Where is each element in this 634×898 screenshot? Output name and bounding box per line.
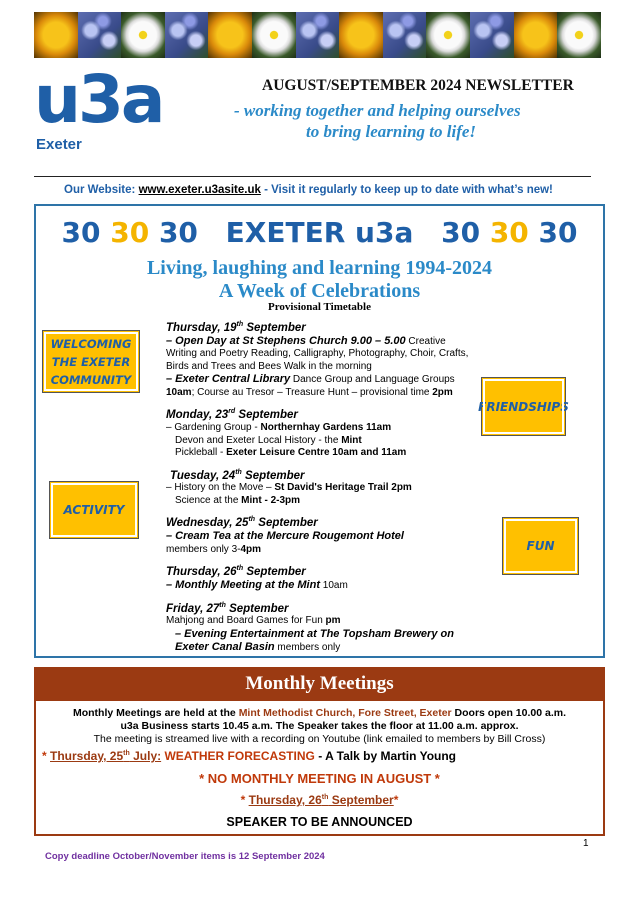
july-meeting-date: Thursday, 25th July:: [50, 749, 162, 763]
event-treasure-hunt: ; Course au Tresor – Treasure Hunt – provisional time: [191, 386, 433, 398]
day-heading: Thursday, 19: [166, 321, 237, 334]
event-cream-tea-time: 4pm: [240, 543, 262, 555]
event-heritage-trail: St David's Heritage Trail 2pm: [274, 482, 412, 494]
day-heading: Thursday, 26: [166, 566, 237, 579]
thirty-3: 30: [158, 216, 198, 249]
blue-flower-image: [383, 12, 427, 58]
tagline-line-2: to bring learning to life!: [306, 122, 477, 141]
logo-wordmark: u3a: [34, 61, 163, 138]
copy-deadline: Copy deadline October/November items is 12 September 2024: [45, 851, 325, 862]
speaker-tba: SPEAKER TO BE ANNOUNCED: [226, 815, 413, 829]
event-local-history: Devon and Exeter Local History - the: [175, 434, 342, 446]
friendships-box: [478, 377, 569, 436]
event-mahjong-time: pm: [325, 615, 341, 627]
yellow-flower-image: [208, 12, 252, 58]
day-sup: rd: [228, 408, 236, 416]
event-treasure-hunt-time: 2pm: [432, 386, 453, 398]
white-flower-image: [252, 12, 296, 58]
activity-label: ACTIVITY: [63, 503, 125, 517]
welcoming-box: [42, 330, 140, 393]
welcoming-line-3: COMMUNITY: [50, 372, 132, 387]
day-heading: Monday, 23: [166, 409, 229, 422]
day-heading: Friday, 27: [166, 602, 220, 615]
event-library-time: 10am: [166, 386, 192, 398]
event-library-details: Dance Group and Language Groups: [290, 374, 455, 386]
september-meeting-line: * Thursday, 26th September*: [240, 793, 399, 807]
monthly-meetings-header: Monthly Meetings: [34, 667, 605, 701]
day-heading: Tuesday, 24: [170, 469, 236, 482]
day-month: September: [243, 321, 306, 334]
blue-flower-image: [470, 12, 514, 58]
july-meeting-topic: WEATHER FORECASTING: [161, 749, 315, 763]
day-wednesday-25: [166, 513, 476, 556]
yellow-flower-image: [339, 12, 383, 58]
thirty-6: 30: [538, 216, 578, 249]
day-sup: th: [219, 601, 226, 609]
provisional-timetable-label: Provisional Timetable: [268, 301, 371, 313]
september-meeting-date: Thursday, 26th September: [248, 793, 394, 807]
thirty-5: 30: [489, 216, 529, 249]
website-prefix: Our Website:: [64, 184, 139, 196]
event-gardening-place: Northernhay Gardens 11am: [260, 422, 392, 434]
yellow-flower-image: [514, 12, 558, 58]
white-flower-image: [426, 12, 470, 58]
event-cream-tea: – Cream Tea at the Mercure Rougemont Hotel: [166, 530, 404, 543]
event-central-library: – Exeter Central Library: [166, 373, 291, 386]
event-mahjong: Mahjong and Board Games for Fun: [166, 615, 326, 627]
celebration-title: Living, laughing and learning 1994-2024: [146, 257, 493, 279]
white-flower-image: [557, 12, 601, 58]
event-evening-note: members only: [274, 642, 341, 654]
july-meeting-line: * Thursday, 25th July: WEATHER FORECASTING - A Talk by Martin Young: [42, 749, 457, 763]
newsletter-title: AUGUST/SEPTEMBER 2024 NEWSLETTER: [262, 77, 574, 94]
monthly-meetings-panel: [34, 701, 605, 836]
thirty-1: 30: [61, 216, 101, 249]
website-suffix: - Visit it regularly to keep up to date with what’s new!: [260, 184, 553, 196]
event-monthly-meeting: – Monthly Meeting at the Mint: [166, 579, 320, 592]
day-month: September: [243, 566, 306, 579]
fun-label: FUN: [526, 539, 555, 553]
day-month: September: [255, 517, 318, 530]
u3a-exeter-logo: [34, 61, 184, 162]
page-number: 1: [583, 838, 589, 849]
day-sup: th: [236, 321, 244, 328]
blue-flower-image: [165, 12, 209, 58]
event-pickleball-place: Exeter Leisure Centre 10am and 11am: [226, 447, 407, 459]
fun-box: [502, 517, 579, 575]
friendships-label: FRIENDSHIPS: [478, 399, 569, 414]
day-sup: th: [235, 468, 242, 476]
event-evening-entertainment: – Evening Entertainment at The Topsham Brewery on Exeter Canal Basin: [175, 627, 454, 654]
meeting-times-line: u3a Business starts 10.45 a.m. The Speaker takes the floor at 11.00 a.m. approx.: [120, 720, 519, 732]
exeter-u3a-heading: EXETER u3a: [225, 216, 414, 249]
meeting-venue-line: Monthly Meetings are held at the Mint Methodist Church, Fore Street, Exeter Doors open 10.00 a.m.: [72, 707, 567, 719]
no-august-meeting-notice: * NO MONTHLY MEETING IN AUGUST *: [199, 771, 440, 786]
header-divider: [34, 176, 591, 177]
day-friday-27: [166, 599, 476, 655]
event-science-place: Mint - 2-3pm: [241, 494, 301, 506]
welcoming-line-2: THE EXETER: [51, 354, 131, 369]
blue-flower-image: [78, 12, 122, 58]
event-monthly-meeting-time: 10am: [320, 580, 348, 592]
celebration-panel: [34, 204, 605, 658]
website-line: [64, 184, 553, 196]
meeting-venue: Mint Methodist Church, Fore Street, Exeter: [238, 707, 452, 719]
day-thursday-26: [166, 562, 476, 592]
tagline-line-1: - working together and helping ourselves: [234, 101, 521, 120]
event-history-on-move: – History on the Move –: [166, 482, 275, 494]
meeting-stream-line: The meeting is streamed live with a recording on Youtube (link emailed to members by Bill Cross): [93, 733, 546, 745]
event-pickleball: Pickleball -: [175, 447, 227, 459]
event-cream-tea-note: members only 3-: [166, 543, 241, 555]
blue-flower-image: [296, 12, 340, 58]
day-thursday-19: [166, 318, 476, 399]
welcoming-line-1: WELCOMING: [50, 336, 132, 351]
thirty-years-heading: [36, 216, 603, 249]
thirty-2: 30: [110, 216, 150, 249]
event-gardening: – Gardening Group -: [166, 422, 261, 434]
schedule: [166, 318, 476, 655]
flower-banner: [34, 12, 601, 58]
event-local-history-place: Mint: [341, 434, 362, 446]
day-sup: th: [236, 565, 244, 573]
event-science: Science at the: [175, 494, 242, 506]
website-link[interactable]: www.exeter.u3asite.uk: [138, 184, 261, 196]
event-open-day-details: Creative Writing and Poetry Reading, Calligraphy, Photography, Choir, Crafts, Birds and Trees and Bees Walk in the morning: [166, 335, 469, 372]
activity-box: [49, 481, 139, 539]
celebration-subtitle: A Week of Celebrations: [218, 280, 421, 302]
white-flower-image: [121, 12, 165, 58]
yellow-flower-image: [34, 12, 78, 58]
logo-subtitle: Exeter: [36, 136, 82, 153]
day-month: September: [225, 602, 289, 615]
day-sup: th: [248, 516, 256, 524]
day-month: September: [235, 409, 298, 422]
day-tuesday-24: [166, 466, 476, 508]
day-monday-23: [166, 405, 476, 459]
day-month: September: [241, 469, 305, 482]
thirty-4: 30: [441, 216, 481, 249]
event-open-day: – Open Day at St Stephens Church 9.00 – 5.00: [166, 334, 406, 347]
day-heading: Wednesday, 25: [166, 517, 249, 530]
